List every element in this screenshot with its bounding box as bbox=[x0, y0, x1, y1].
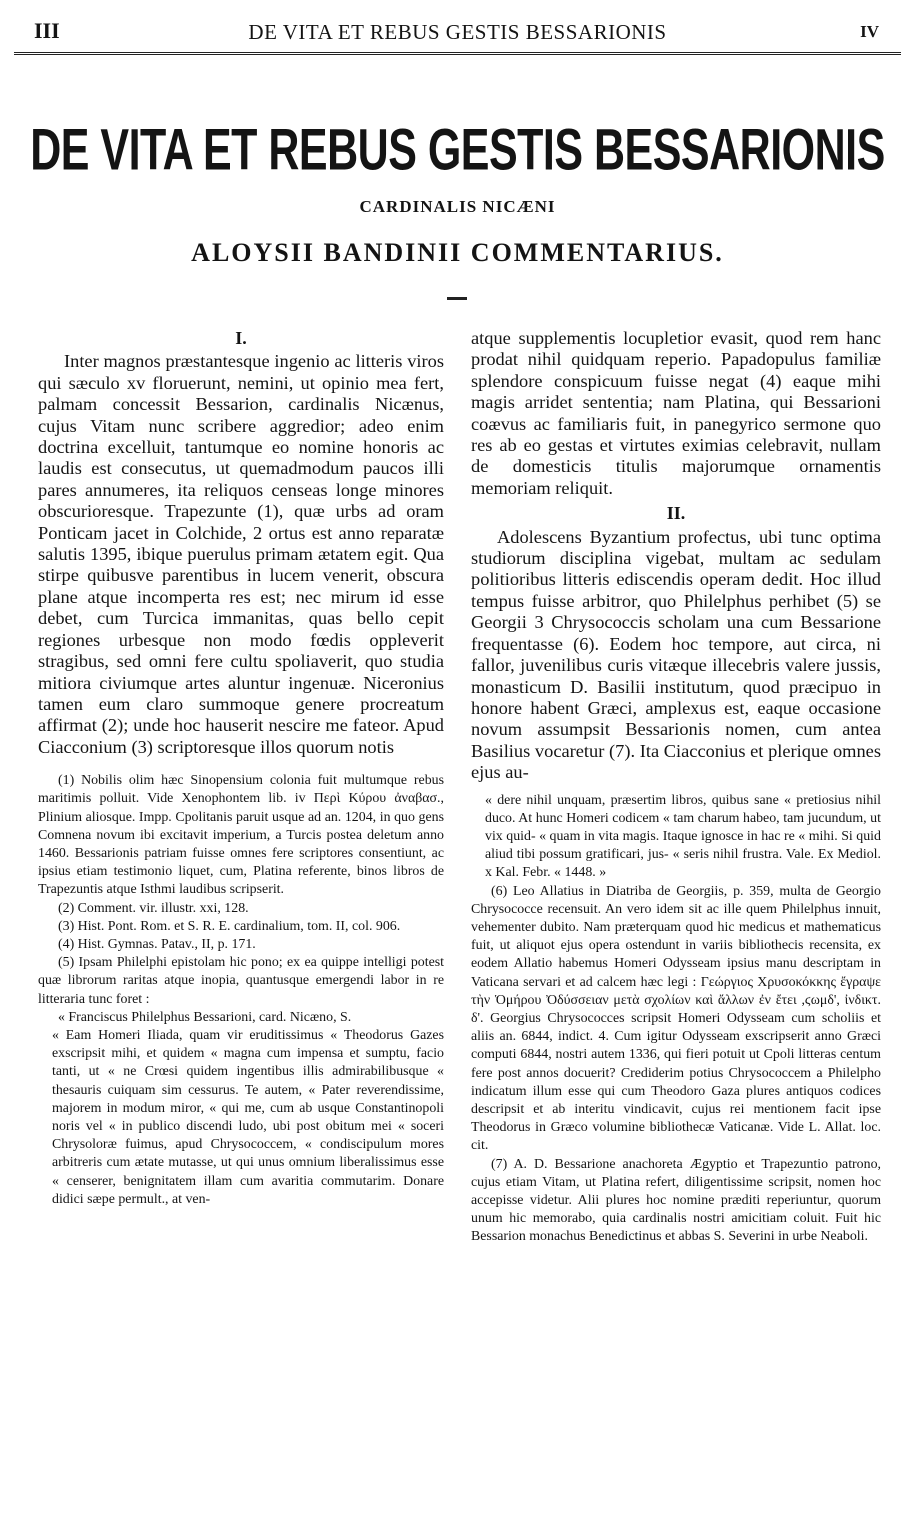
footnote-quote: « dere nihil unquam, præsertim libros, quibus sane « pretiosius nihil duco. At hunc Homeri codicem « tam charum habeo, tam jucundum, ut vix quid- « quam in vita magis. Itaque ignosce in hac re « mihi. Si quid aliud tibi possum gratificari, jus- « seris nihil frustra. Vale. Ex Mediol. x Kal. Febr. « 1448. » bbox=[485, 792, 881, 881]
section-heading-2: II. bbox=[666, 503, 686, 524]
footnote: « Franciscus Philelphus Bessarioni, card. Nicæno, S. bbox=[58, 1009, 352, 1025]
left-column bbox=[38, 328, 444, 1209]
footnote-quote: « Eam Homeri Iliada, quam vir eruditissimus « Theodorus Gazes exscripsit mihi, et quidem « magna cum impensa et sumptu, facio tanti, ut « ne Crœsi quidem ingentibus illis admirabilibusque « thesauris cuiquam sim cessurus. Te autem, « Pater reverendissime, majorem in modum miror, « qui me, cum ab usque Constantinopoli noris vel « in publico discendi ludo, ubi post obitum mei « soceri Chrysoloræ fuimus, apud Chrysococcem, « condiscipulum mores arbitreris cum ætate mutasse, ut qui unus omnium liberalissimus esse « censerer, benignitatem illam cum avaritia commutarim. Donare didici sæpe permult., at ven- bbox=[52, 1027, 444, 1207]
footnote: (4) Hist. Gymnas. Patav., II, p. 171. bbox=[58, 936, 256, 952]
subtitle-cardinal: CARDINALIS NICÆNI bbox=[359, 197, 556, 216]
page-number-left: III bbox=[34, 18, 60, 43]
footnote: (7) A. D. Bessarione anachoreta Ægyptio et Trapezuntio patrono, cujus etiam Vitam, ut Platina refert, diligentissime scripsit, nomen hoc accepisse videtur. Alii plures hoc nomine præditi reperiuntur, quorum unum hic memorabo, quia cardinalis nostri amicitiam coluit. Fuit hic Bessarion monachus Benedictinus et abbas S. Severini in urbe Neaboli. bbox=[471, 1156, 881, 1245]
running-header bbox=[14, 8, 901, 55]
subtitle-commentary: ALOYSII BANDINII COMMENTARIUS. bbox=[191, 238, 724, 267]
footnotes-right bbox=[471, 792, 881, 1247]
footnote: (1) Nobilis olim hæc Sinopensium colonia fuit multumque rebus maritimis polluit. Vide Xenophontem lib. iv Περὶ Κύρου ἀναβασ., Plinium aliosque. Impp. Cpolitanis paruit usque ad an. 1204, in quo gens Comnena novum ibi excitavit imperium, a Turcis postea deletum anno 1460. Bessarionis patriam fuisse omnes fere scriptores consentiunt, ac ipsius etiam testimonio liquet, cum, Platina referente, binos libros de Trapezuntis atque Isthmi laudibus scripserit. bbox=[38, 773, 444, 898]
footnote: (6) Leo Allatius in Diatriba de Georgiis, p. 359, multa de Georgio Chrysococce recensuit. An vero idem sit ac ille quem Philelphus innuit, vehementer dubito. Nam præterquam quod hic medicus et mathematicus fuit, ut aliquot ejus opera ostendunt in variis bibliothecis recensita, ex eodem Allatio habemus Homeri Odysseam ipsius manu descriptam in Vaticana servari et ad calcem hæc legi : Γεώργιος Χρυσοκόκκης ἔγραψε τὴν Ὁμήρου Ὀδύσσειαν μετὰ σχολίων καὶ ἄλλων ἐν ἔτει ,ϛωμδ', ἰνδικτ. δ'. Georgius Chrysococces scripsit Homeri Odysseam cum scholiis et aliis an. 6844, indict. 4. Cum igitur Odysseam exscripserit anno Græci computi 6844, nostri autem 1336, qui fieri potuit ut Cpoli litteras centum fere post annos docuerit? Crediderim potius Chrysococcem a Philelpho indicatum illum esse qui cum Theodoro Gaza plures antiquos codices descripsit et ab interitu vindicavit, cujus rei mentionem facit ipse Theodorus in Græco volumine bibliothecæ Vaticanæ. Vide L. Allat. loc. cit. bbox=[471, 883, 881, 1154]
page-title: DE VITA ET REBUS GESTIS BESSARIONIS bbox=[30, 118, 885, 183]
body-paragraph: atque supplementis locupletior evasit, quod rem hanc prodat nihil quidquam reperio. Papadopulus familiæ splendore conspicuum fuisse negat (4) eaque mihi magis arridet sententia; nam Platina, qui Bessarioni coævus ac familiaris fuit, in panegyrico sermone quo res ab eo gestas et virtutes eximias celebravit, nullam de domesticis titulis majorumque ornamentis memoriam reliquit. bbox=[471, 328, 881, 498]
footnote: (5) Ipsam Philelphi epistolam hic pono; ex ea quippe intelligi potest quæ librorum raritas atque inopia, quantusque emergendi labor in re litteraria tunc foret : bbox=[38, 955, 444, 1007]
body-paragraph: Inter magnos præstantesque ingenio ac litteris viros qui sæculo xv floruerunt, nemini, ut opinio mea fert, palmam concessit Bessarion, cardinalis Nicænus, cujus Vitam nunc scribere aggredior; adeo enim doctrina excelluit, tantumque eo nomine honoris ac laudis est consecutus, ut quemadmodum paucos illi pares annumeres, ita reliquos censeas longe minores obscurioresque. Trapezunte (1), quæ urbs ad oram Ponticam jacet in Colchide, 2 ortus est anno reparatæ salutis 1395, ibique puerulus primam ætatem egit. Qua stirpe quibusve parentibus in lucem venerit, obscura plane atque incomperta res est; nec mirum id esse debet, cum Turcica immanitas, quas bello cepit regiones urbesque non modo fœdis oppleverit stragibus, sed omni fere cultu spoliaverit, quo studia mitiora civiumque artes aluntur ingenuæ. Niceronius tamen eum claro summoque genere procreatum affirmat (2); unde hoc hauserit nescire me fateor. Apud Ciacconium (3) scriptoresque illos quorum notis bbox=[38, 351, 444, 757]
body-paragraph: Adolescens Byzantium profectus, ubi tunc optima studiorum disciplina vigebat, multam ac sedulam politioribus litteris ediscendis operam dedit. Hoc illud tempus fuisse arbitror, quo Philelphus perhibet (5) se Georgii 3 Chrysococcis scholam una cum Bessarione frequentasse (6). Eodem hoc tempore, aut circa, ni fallor, juvenilibus curis vitæque illecebris valere jussis, monasticum D. Basilii institutum, quod præcipuo in honore habent Græci, amplexus est, eaque occasione novum assumpsit Bessarionis nomen, cum antea Basilius vocaretur (7). Ita Ciacconius et plerique omnes ejus au- bbox=[471, 526, 881, 783]
section-heading-1: I. bbox=[235, 328, 247, 348]
running-title: DE VITA ET REBUS GESTIS BESSARIONIS bbox=[248, 20, 667, 44]
footnote: (3) Hist. Pont. Rom. et S. R. E. cardinalium, tom. II, col. 906. bbox=[58, 918, 401, 934]
footnote: (2) Comment. vir. illustr. xxi, 128. bbox=[58, 900, 249, 916]
title-rule bbox=[447, 297, 467, 300]
footnotes-left bbox=[38, 772, 444, 1209]
right-column bbox=[471, 328, 881, 1247]
page-number-right: IV bbox=[860, 22, 879, 41]
